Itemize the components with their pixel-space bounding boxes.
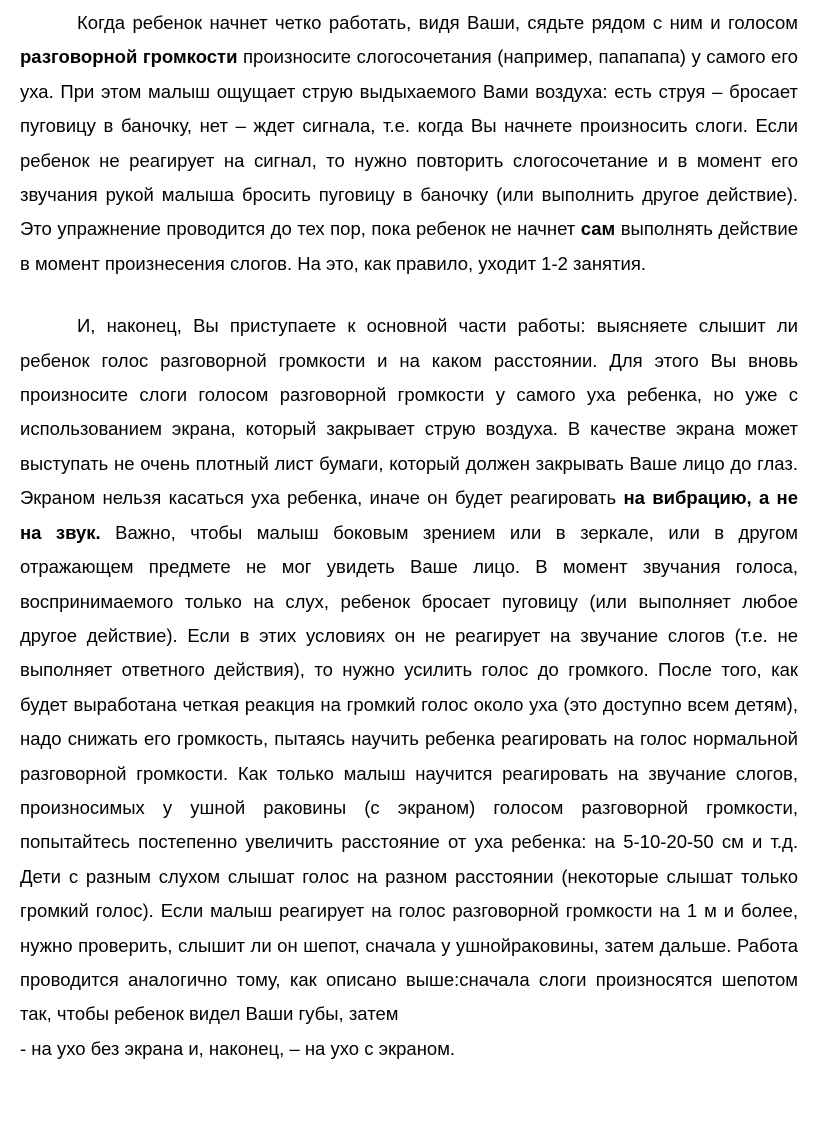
paragraph-1 — [20, 0, 798, 281]
emphasis-self: сам — [580, 218, 616, 240]
paragraph-1-text-c: выполнять действие в момент произнесения слогов. На это, как правило, уходит 1-2 занятия. — [20, 218, 798, 274]
emphasis-vibration-not-sound: на вибрацию, а не на звук. — [20, 487, 798, 543]
paragraph-3: - на ухо без экрана и, наконец, – на ухо с экраном. — [20, 1037, 456, 1059]
paragraph-1-text-b: произносите слогосочетания (например, папапапа) у самого его уха. При этом малыш ощущает струю выдыхаемого Вами воздуха: есть струя – бросает пуговицу в баночку, нет – ждет сигнала, т.е. когда Вы начнете произносить слоги. Если ребенок не реагирует на сигнал, то нужно повторить слогосочетание и в момент его звучания рукой малыша бросить пуговицу в баночку (или выполнить другое действие). Это упражнение проводится до тех пор, пока ребенок не начнет — [20, 46, 798, 240]
paragraph-2 — [20, 309, 798, 1032]
paragraph-1-text-a: Когда ребенок начнет четко работать, видя Ваши, сядьте рядом с ним и голосом — [77, 12, 798, 33]
document-page — [20, 0, 798, 1066]
paragraph-2-text-a: И, наконец, Вы приступаете к основной части работы: выясняете слышит ли ребенок голос разговорной громкости и на каком расстоянии. Для этого Вы вновь произносите слоги голосом разговорной громкости у самого уха ребенка, но уже с использованием экрана, который закрывает струю воздуха. В качестве экрана может выступать не очень плотный лист бумаги, который должен закрывать Ваше лицо до глаз. Экраном нельзя касаться уха ребенка, иначе он будет реагировать — [20, 315, 798, 509]
emphasis-conversational-volume: разговорной громкости — [20, 46, 238, 68]
paragraph-2-text-b: Важно, чтобы малыш боковым зрением или в зеркале, или в другом отражающем предмете не мог увидеть Ваше лицо. В момент звучания голоса, воспринимаемого только на слух, ребенок бросает пуговицу (или выполняет любое другое действие). Если в этих условиях он не реагирует на звучание слогов (т.е. не выполняет ответного действия), то нужно усилить голос до громкого. После того, как будет выработана четкая реакция на громкий голос около уха (это доступно всем детям), надо снижать его громкость, пытаясь научить ребенка реагировать на голос нормальной разговорной громкости. Как только малыш научится реагировать на звучание слогов, произносимых у ушной раковины (с экраном) голосом разговорной громкости, попытайтесь постепенно увеличить расстояние от уха ребенка: на 5-10-20-50 см и т.д. Дети с разным слухом слышат голос на разном расстоянии (некоторые слышат только громкий голос). Если малыш реагирует на голос разговорной громкости на 1 м и более, нужно проверить, слышит ли он шепот, сначала у ушнойраковины, затем дальше. Работа проводится аналогично тому, как описано выше:сначала слоги произносятся шепотом так, чтобы ребенок видел Ваши губы, затем — [20, 521, 798, 1025]
